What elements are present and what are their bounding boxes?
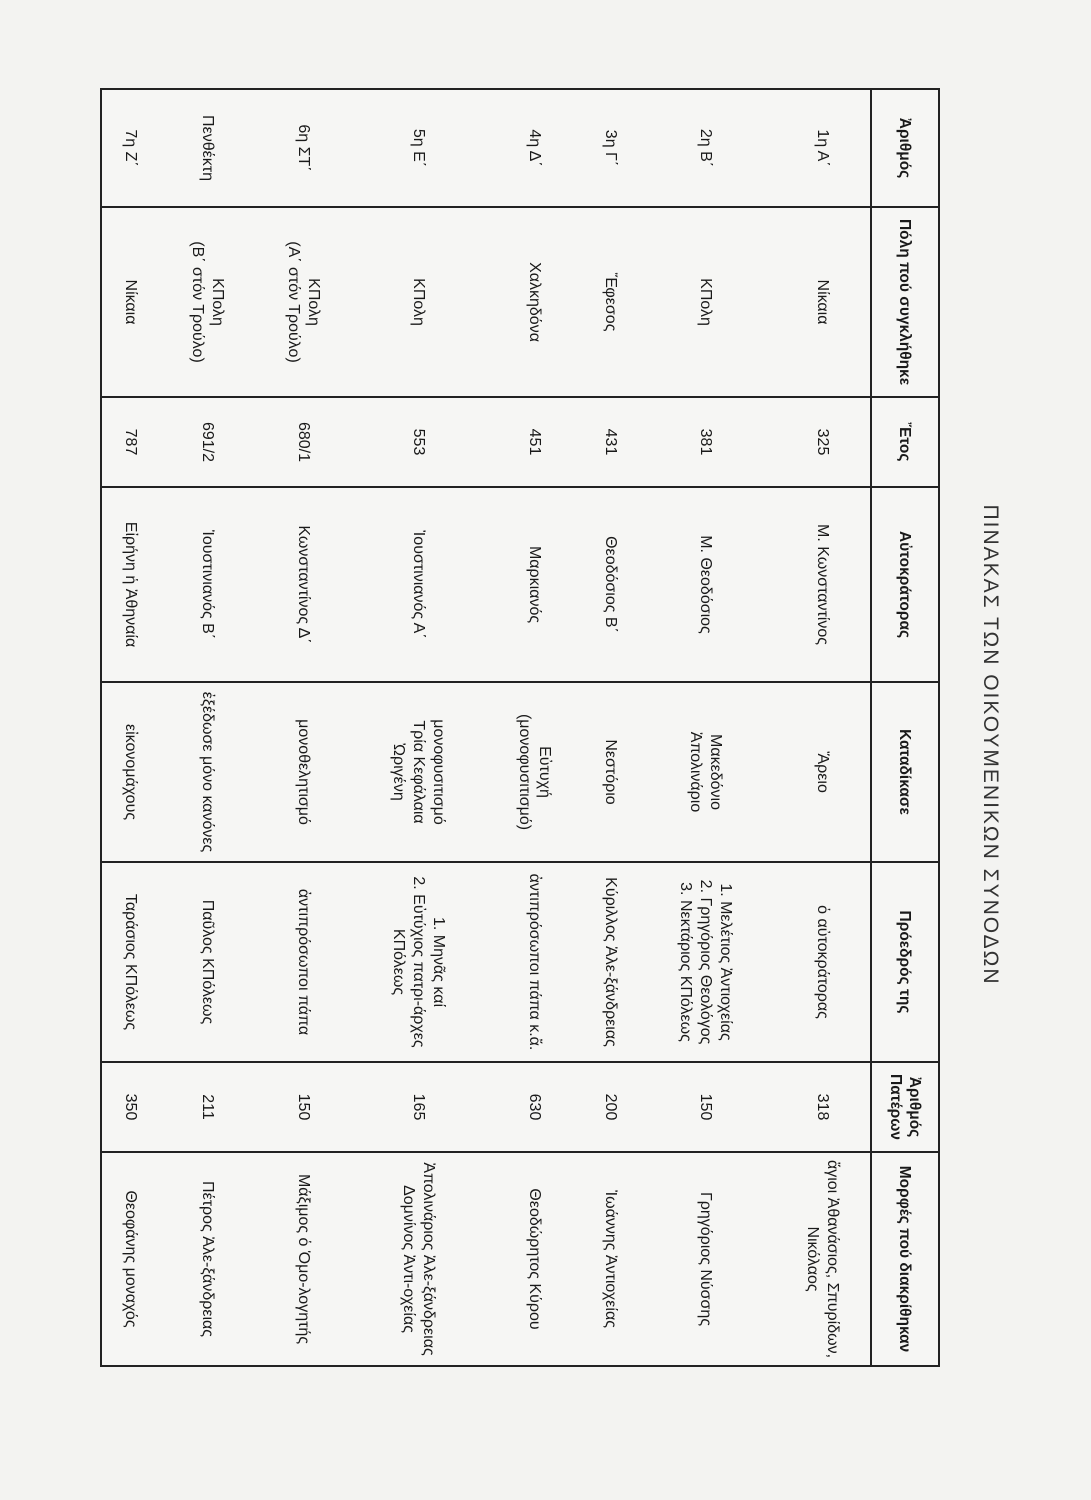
cell-year: 787	[101, 397, 159, 487]
cell-president: 1. Μηνᾶς καί 2. Εὐτύχιος πατρι-άρχες ΚΠόλεως	[350, 862, 486, 1062]
cell-year: 381	[638, 397, 774, 487]
header-fathers-count: Ἀριθμός Πατέρων	[871, 1062, 939, 1152]
cell-number: Πενθέκτη	[159, 89, 255, 207]
table-row	[255, 89, 351, 1366]
cell-city: Νίκαια	[773, 207, 871, 397]
header-emperor: Αὐτοκράτορας	[871, 487, 939, 682]
cell-notable-figures: ἅγιοι Ἀθανάσιος, Σπυρίδων, Νικόλαος	[773, 1152, 871, 1366]
table-header-row	[871, 89, 939, 1366]
cell-fathers-count: 150	[255, 1062, 351, 1152]
header-number: Ἀριθμός	[871, 89, 939, 207]
cell-president: Ταράσιος ΚΠόλεως	[101, 862, 159, 1062]
cell-condemned: εἰκονομάχους	[101, 682, 159, 862]
cell-condemned: ἐξέδωσε μόνο κανόνες	[159, 682, 255, 862]
table-row	[582, 89, 638, 1366]
cell-emperor: Ἰουστινιανός Β΄	[159, 487, 255, 682]
cell-number: 3η Γ΄	[582, 89, 638, 207]
councils-table	[100, 88, 940, 1367]
cell-number: 4η Δ΄	[486, 89, 582, 207]
cell-emperor: Μ. Κωνσταντίνος	[773, 487, 871, 682]
table-row	[350, 89, 486, 1366]
cell-number: 1η Α΄	[773, 89, 871, 207]
cell-fathers-count: 200	[582, 1062, 638, 1152]
cell-notable-figures: Πέτρος Ἀλε-ξάνδρειας	[159, 1152, 255, 1366]
cell-year: 553	[350, 397, 486, 487]
cell-fathers-count: 165	[350, 1062, 486, 1152]
table-row	[159, 89, 255, 1366]
cell-city: Χαλκηδόνα	[486, 207, 582, 397]
cell-notable-figures: Ἰωάννης Ἀντιοχείας	[582, 1152, 638, 1366]
cell-fathers-count: 630	[486, 1062, 582, 1152]
cell-condemned: Ἄρειο	[773, 682, 871, 862]
cell-emperor: Ἰουστινιανός Α΄	[350, 487, 486, 682]
cell-city: ΚΠολη	[638, 207, 774, 397]
cell-fathers-count: 150	[638, 1062, 774, 1152]
cell-condemned: Εὐτυχή (μονοφυσιτισμό)	[486, 682, 582, 862]
cell-president: ἀντιπρόσωποι πάπα κ.ἄ.	[486, 862, 582, 1062]
cell-notable-figures: Θεοφάνης μοναχός	[101, 1152, 159, 1366]
cell-president: Παῦλος ΚΠόλεως	[159, 862, 255, 1062]
cell-city: Νίκαια	[101, 207, 159, 397]
cell-year: 680/1	[255, 397, 351, 487]
cell-condemned: Μακεδόνιο Ἀπολινάριο	[638, 682, 774, 862]
cell-city: ΚΠολη (Α΄ στόν Τρούλο)	[255, 207, 351, 397]
cell-number: 5η Ε΄	[350, 89, 486, 207]
cell-emperor: Θεοδόσιος Β΄	[582, 487, 638, 682]
header-city: Πόλη πού συγκλήθηκε	[871, 207, 939, 397]
cell-number: 6η ΣΤ΄	[255, 89, 351, 207]
cell-president: ὁ αὐτοκράτορας	[773, 862, 871, 1062]
table-row	[638, 89, 774, 1366]
header-condemned: Καταδίκασε	[871, 682, 939, 862]
councils-table-container	[100, 88, 940, 1365]
cell-president: ἀντιπρόσωποι πάπα	[255, 862, 351, 1062]
cell-condemned: μονοθελητισμό	[255, 682, 351, 862]
header-president: Πρόεδρός της	[871, 862, 939, 1062]
cell-notable-figures: Ἀπολινάριος Ἀλε-ξάνδρειας Δομνίνος Ἀντι-οχείας	[350, 1152, 486, 1366]
page-title: ΠΙΝΑΚΑΣ ΤΩΝ ΟΙΚΟΥΜΕΝΙΚΩΝ ΣΥΝΟΔΩΝ	[979, 504, 1002, 986]
cell-year: 325	[773, 397, 871, 487]
cell-city: ΚΠολη	[350, 207, 486, 397]
cell-city: ΚΠολη (Β΄ στόν Τρούλο)	[159, 207, 255, 397]
cell-notable-figures: Θεοδώρητος Κύρου	[486, 1152, 582, 1366]
cell-year: 691/2	[159, 397, 255, 487]
cell-year: 431	[582, 397, 638, 487]
cell-notable-figures: Γρηγόριος Νύσσης	[638, 1152, 774, 1366]
cell-fathers-count: 350	[101, 1062, 159, 1152]
header-year: Ἔτος	[871, 397, 939, 487]
cell-emperor: Κωνσταντίνος Δ΄	[255, 487, 351, 682]
cell-president: 1. Μελέτιος Ἀντιοχείας 2. Γρηγόριος Θεολόγος 3. Νεκτάριος ΚΠόλεως	[638, 862, 774, 1062]
table-row	[486, 89, 582, 1366]
table-row	[773, 89, 871, 1366]
cell-fathers-count: 318	[773, 1062, 871, 1152]
cell-number: 2η Β΄	[638, 89, 774, 207]
cell-emperor: Μ. Θεοδόσιος	[638, 487, 774, 682]
header-notable-figures: Μορφές πού διακρίθηκαν	[871, 1152, 939, 1366]
cell-emperor: Εἰρήνη ἡ Ἀθηναία	[101, 487, 159, 682]
cell-city: Ἔφεσος	[582, 207, 638, 397]
cell-fathers-count: 211	[159, 1062, 255, 1152]
cell-condemned: μονοφυσιτισμό Τρία Κεφάλαια Ὠριγένη	[350, 682, 486, 862]
cell-number: 7η Ζ΄	[101, 89, 159, 207]
cell-year: 451	[486, 397, 582, 487]
cell-emperor: Μαρκιανός	[486, 487, 582, 682]
cell-notable-figures: Μάξιμος ὁ Ὁμο-λογητής	[255, 1152, 351, 1366]
cell-president: Κύριλλος Ἀλε-ξάνδρειας	[582, 862, 638, 1062]
table-row	[101, 89, 159, 1366]
cell-condemned: Νεστόριο	[582, 682, 638, 862]
